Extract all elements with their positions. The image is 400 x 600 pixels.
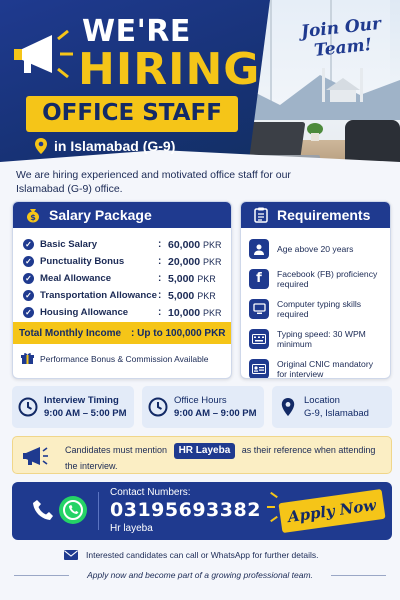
- phone-icon[interactable]: [32, 499, 54, 523]
- salary-card: [12, 201, 232, 379]
- requirement-item: [249, 264, 384, 294]
- salary-item: ✓ Meal Allowance : 5,000 PKR: [23, 270, 231, 287]
- clock-icon: [18, 397, 38, 417]
- title-hiring: HIRING: [78, 44, 261, 95]
- requirement-text: Original CNIC mandatory for interview: [277, 359, 373, 379]
- footer-contact-line: [64, 550, 318, 560]
- location-line: [34, 138, 175, 154]
- plant-icon: [305, 122, 325, 142]
- join-team-tagline: Join Our Team!: [300, 13, 382, 61]
- hr-reference-badge: HR Layeba: [174, 443, 236, 459]
- salary-heading: Salary Package: [49, 207, 152, 223]
- salary-list: [13, 228, 231, 321]
- performance-bonus-text: Performance Bonus & Commission Available: [40, 353, 209, 364]
- clipboard-icon: [253, 207, 269, 223]
- location-box: [272, 386, 392, 428]
- envelope-icon: [64, 550, 78, 560]
- money-bag-icon: [25, 207, 41, 223]
- office-hours-value: 9:00 AM – 9:00 PM: [174, 408, 257, 419]
- requirement-item: [249, 234, 384, 264]
- salary-label: Meal Allowance: [40, 273, 112, 284]
- interview-timing-box: [12, 386, 134, 428]
- salary-label: Transportation Allowance: [40, 290, 157, 301]
- chair-image: [345, 120, 400, 165]
- location-value: G-9, Islamabad: [304, 408, 369, 419]
- location-pin-icon: [34, 138, 48, 154]
- notice-text: Candidates must mention HR Layeba as their reference when attending the interview.: [65, 445, 376, 471]
- id-card-icon: [249, 359, 269, 379]
- salary-item: ✓ Transportation Allowance : 5,000 PKR: [23, 287, 231, 304]
- location-text: in Islamabad (G-9): [54, 138, 176, 154]
- salary-value: 60,000 PKR: [168, 238, 222, 251]
- requirement-item: [249, 294, 384, 324]
- requirements-heading: Requirements: [277, 207, 371, 223]
- contact-name: Hr layeba: [110, 523, 153, 534]
- performance-bonus-line: [21, 352, 209, 365]
- interview-timing-value: 9:00 AM – 5:00 PM: [44, 408, 127, 419]
- salary-label: Housing Allowance: [40, 307, 129, 318]
- keyboard-icon: [249, 329, 269, 349]
- check-icon: ✓: [23, 273, 34, 284]
- salary-label: Basic Salary: [40, 239, 98, 250]
- office-hours-box: [142, 386, 264, 428]
- salary-item: ✓ Housing Allowance : 10,000 PKR: [23, 304, 231, 321]
- title-were: WE'RE: [82, 14, 191, 49]
- salary-item: ✓ Basic Salary : 60,000 PKR: [23, 236, 231, 253]
- requirement-text: Age above 20 years: [277, 244, 354, 254]
- check-icon: ✓: [23, 290, 34, 301]
- facebook-icon: f: [249, 269, 269, 289]
- role-banner: [26, 96, 238, 132]
- interview-timing-title: Interview Timing: [44, 395, 119, 406]
- role-title: OFFICE STAFF: [42, 100, 222, 126]
- footer-tagline: Apply now and become part of a growing professional team.: [87, 570, 313, 580]
- total-label: Total Monthly Income: [19, 327, 122, 339]
- footer-contact-text: Interested candidates can call or WhatsApp for further details.: [86, 550, 319, 560]
- salary-item: ✓ Punctuality Bonus : 20,000 PKR: [23, 253, 231, 270]
- office-hours-title: Office Hours: [174, 395, 227, 406]
- clock-icon: [148, 397, 168, 417]
- contact-number[interactable]: 03195693382: [110, 499, 261, 521]
- apply-now-button[interactable]: Apply Now: [278, 489, 385, 533]
- location-pin-icon: [278, 397, 298, 417]
- total-value: : Up to 100,000 PKR: [131, 327, 226, 339]
- computer-icon: [249, 299, 269, 319]
- requirement-text: Computer typing skills required: [277, 299, 362, 319]
- hero-banner: [0, 0, 400, 165]
- intro-text: We are hiring experienced and motivated office staff for our Islamabad (G-9) office.: [16, 169, 291, 195]
- salary-label: Punctuality Bonus: [40, 256, 125, 267]
- salary-value: 20,000 PKR: [168, 255, 222, 268]
- check-icon: ✓: [23, 307, 34, 318]
- requirement-item: [249, 324, 384, 354]
- requirement-text: Facebook (FB) proficiency required: [277, 269, 378, 289]
- check-icon: ✓: [23, 239, 34, 250]
- requirements-header: [241, 202, 390, 228]
- whatsapp-icon[interactable]: [58, 495, 88, 525]
- person-icon: [249, 239, 269, 259]
- salary-value: 5,000 PKR: [168, 289, 216, 302]
- contact-label: Contact Numbers:: [110, 487, 191, 498]
- salary-value: 5,000 PKR: [168, 272, 216, 285]
- svg-text:$: $: [30, 213, 36, 222]
- location-title: Location: [304, 395, 340, 406]
- salary-header: [13, 202, 231, 228]
- gift-icon: [21, 352, 34, 365]
- requirement-item: [249, 354, 384, 379]
- total-income-bar: [13, 322, 232, 344]
- salary-value: 10,000 PKR: [168, 306, 222, 319]
- megaphone-icon: [10, 25, 80, 85]
- contact-bar: [12, 482, 392, 540]
- requirements-card: [240, 201, 391, 379]
- check-icon: ✓: [23, 256, 34, 267]
- reference-notice: [12, 436, 392, 474]
- requirements-list: [241, 228, 390, 379]
- megaphone-icon: [23, 444, 49, 468]
- requirement-text: Typing speed: 30 WPM minimum: [277, 329, 366, 349]
